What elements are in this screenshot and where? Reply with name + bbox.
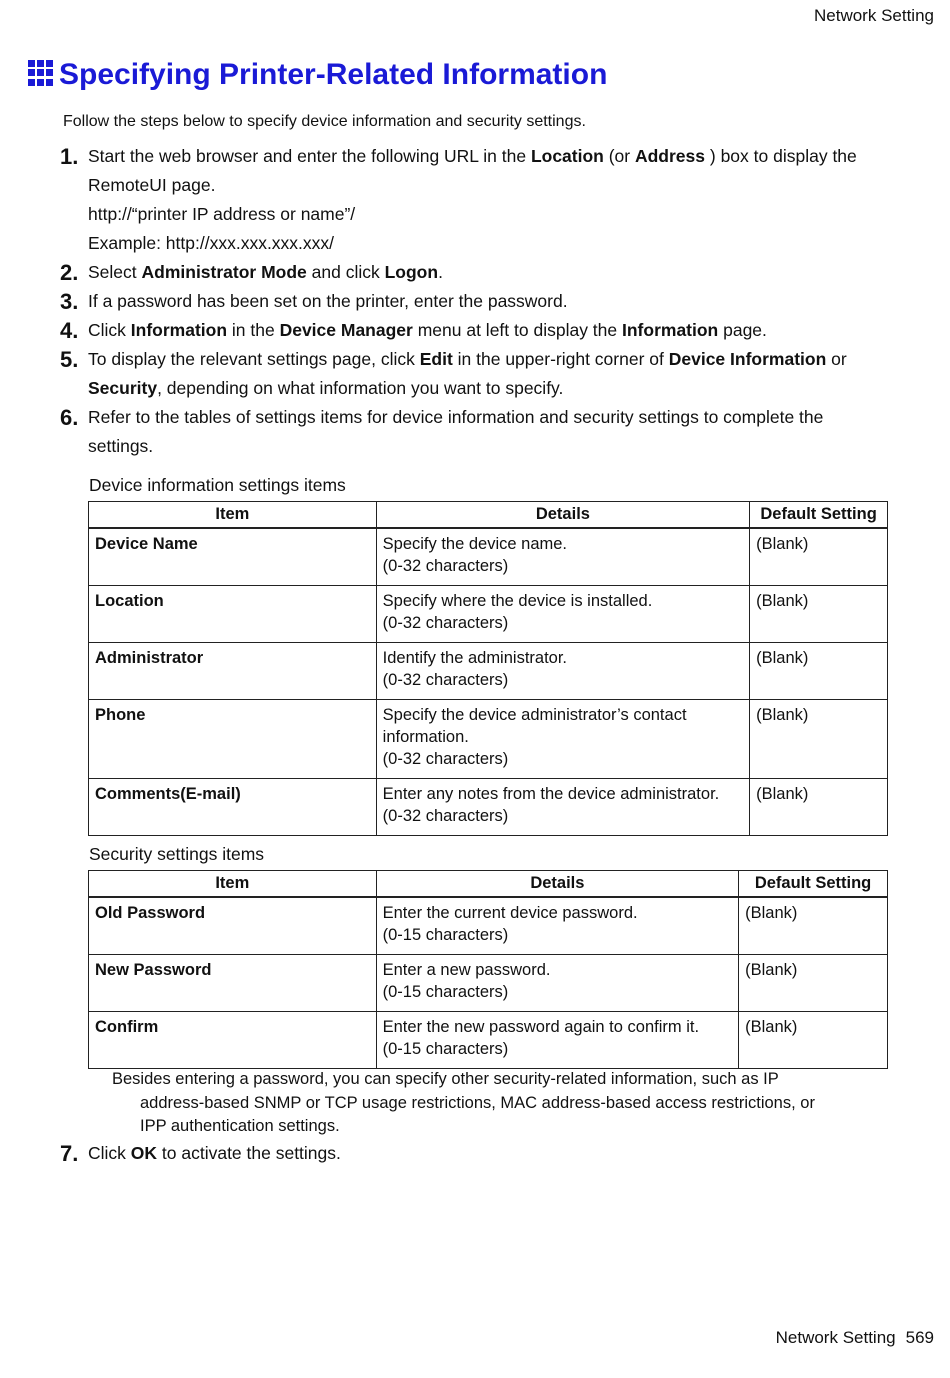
step-number: 1. — [60, 144, 79, 169]
row-details: Enter the new password again to confirm it. (0-15 characters) — [376, 1011, 739, 1068]
row-item: Device Name — [89, 528, 377, 586]
grid-bullet-icon — [28, 60, 54, 86]
security-table-caption: Security settings items — [89, 844, 265, 864]
column-header-item: Item — [89, 871, 377, 897]
table-row — [89, 897, 888, 955]
step-3: 3. If a password has been set on the printer, enter the password. — [60, 289, 568, 314]
url-example: Example: http://xxx.xxx.xxx.xxx/ — [88, 233, 335, 253]
row-default: (Blank) — [750, 585, 888, 642]
step-number: 4. — [60, 318, 79, 343]
device-info-table — [88, 501, 888, 836]
row-details: Enter the current device password. (0-15 characters) — [376, 897, 739, 955]
intro-text: Follow the steps below to specify device information and security settings. — [63, 113, 586, 130]
row-item: Comments(E-mail) — [89, 778, 377, 835]
step-7: 7. Click OK to activate the settings. — [60, 1141, 341, 1166]
section-heading — [28, 58, 607, 92]
table-header-row — [89, 871, 888, 897]
table-row — [89, 528, 888, 586]
device-table-caption: Device information settings items — [89, 475, 346, 495]
step-number: 3. — [60, 289, 79, 314]
row-default: (Blank) — [739, 897, 888, 955]
table-row — [89, 954, 888, 1011]
row-details: Enter a new password. (0-15 characters) — [376, 954, 739, 1011]
column-header-item: Item — [89, 502, 377, 528]
step-5: 5. To display the relevant settings page, click Edit in the upper-right corner of Device Information or Security, depending on what information you want to specify. — [60, 347, 847, 398]
row-details: Specify the device name. (0-32 characters) — [376, 528, 749, 586]
security-note: Besides entering a password, you can specify other security-related information, such as IP address-based SNMP or TCP usage restrictions, MAC address-based access restrictions, or IPP authentication settings. — [112, 1070, 815, 1135]
step-6: 6. Refer to the tables of settings items for device information and security settings to complete the settings. — [60, 405, 824, 456]
page-footer — [766, 1328, 934, 1348]
step-number: 5. — [60, 347, 79, 372]
row-default: (Blank) — [750, 642, 888, 699]
url-template: http://“printer IP address or name”/ — [88, 204, 356, 224]
running-header: Network Setting — [814, 6, 934, 25]
row-default: (Blank) — [750, 528, 888, 586]
row-default: (Blank) — [750, 778, 888, 835]
table-row — [89, 778, 888, 835]
column-header-details: Details — [376, 871, 739, 897]
table-header-row — [89, 502, 888, 528]
row-details: Specify the device administrator’s contact information. (0-32 characters) — [376, 699, 749, 778]
page-number: 569 — [905, 1328, 934, 1347]
table-row — [89, 642, 888, 699]
step-4: 4. Click Information in the Device Manager menu at left to display the Information page. — [60, 318, 767, 343]
step-number: 7. — [60, 1141, 79, 1166]
column-header-default: Default Setting — [750, 502, 888, 528]
row-item: New Password — [89, 954, 377, 1011]
row-item: Administrator — [89, 642, 377, 699]
security-settings-table — [88, 870, 888, 1069]
step-1: 1. Start the web browser and enter the following URL in the Location (or Address ) box to display the RemoteUI page. http://“printer IP address or name”/ Example: http://xxx.xxx.xxx.xxx/ — [60, 144, 857, 253]
row-item: Confirm — [89, 1011, 377, 1068]
row-item: Location — [89, 585, 377, 642]
step-number: 2. — [60, 260, 79, 285]
row-item: Old Password — [89, 897, 377, 955]
step-2: 2. Select Administrator Mode and click Logon. — [60, 260, 443, 285]
table-row — [89, 585, 888, 642]
row-default: (Blank) — [750, 699, 888, 778]
row-details: Enter any notes from the device administrator. (0-32 characters) — [376, 778, 749, 835]
column-header-default: Default Setting — [739, 871, 888, 897]
table-row — [89, 699, 888, 778]
row-details: Specify where the device is installed. (0-32 characters) — [376, 585, 749, 642]
page-title: Specifying Printer-Related Information — [59, 58, 608, 91]
column-header-details: Details — [376, 502, 749, 528]
row-item: Phone — [89, 699, 377, 778]
row-default: (Blank) — [739, 1011, 888, 1068]
table-row — [89, 1011, 888, 1068]
footer-section: Network Setting — [775, 1328, 896, 1347]
row-details: Identify the administrator. (0-32 characters) — [376, 642, 749, 699]
row-default: (Blank) — [739, 954, 888, 1011]
step-number: 6. — [60, 405, 79, 430]
